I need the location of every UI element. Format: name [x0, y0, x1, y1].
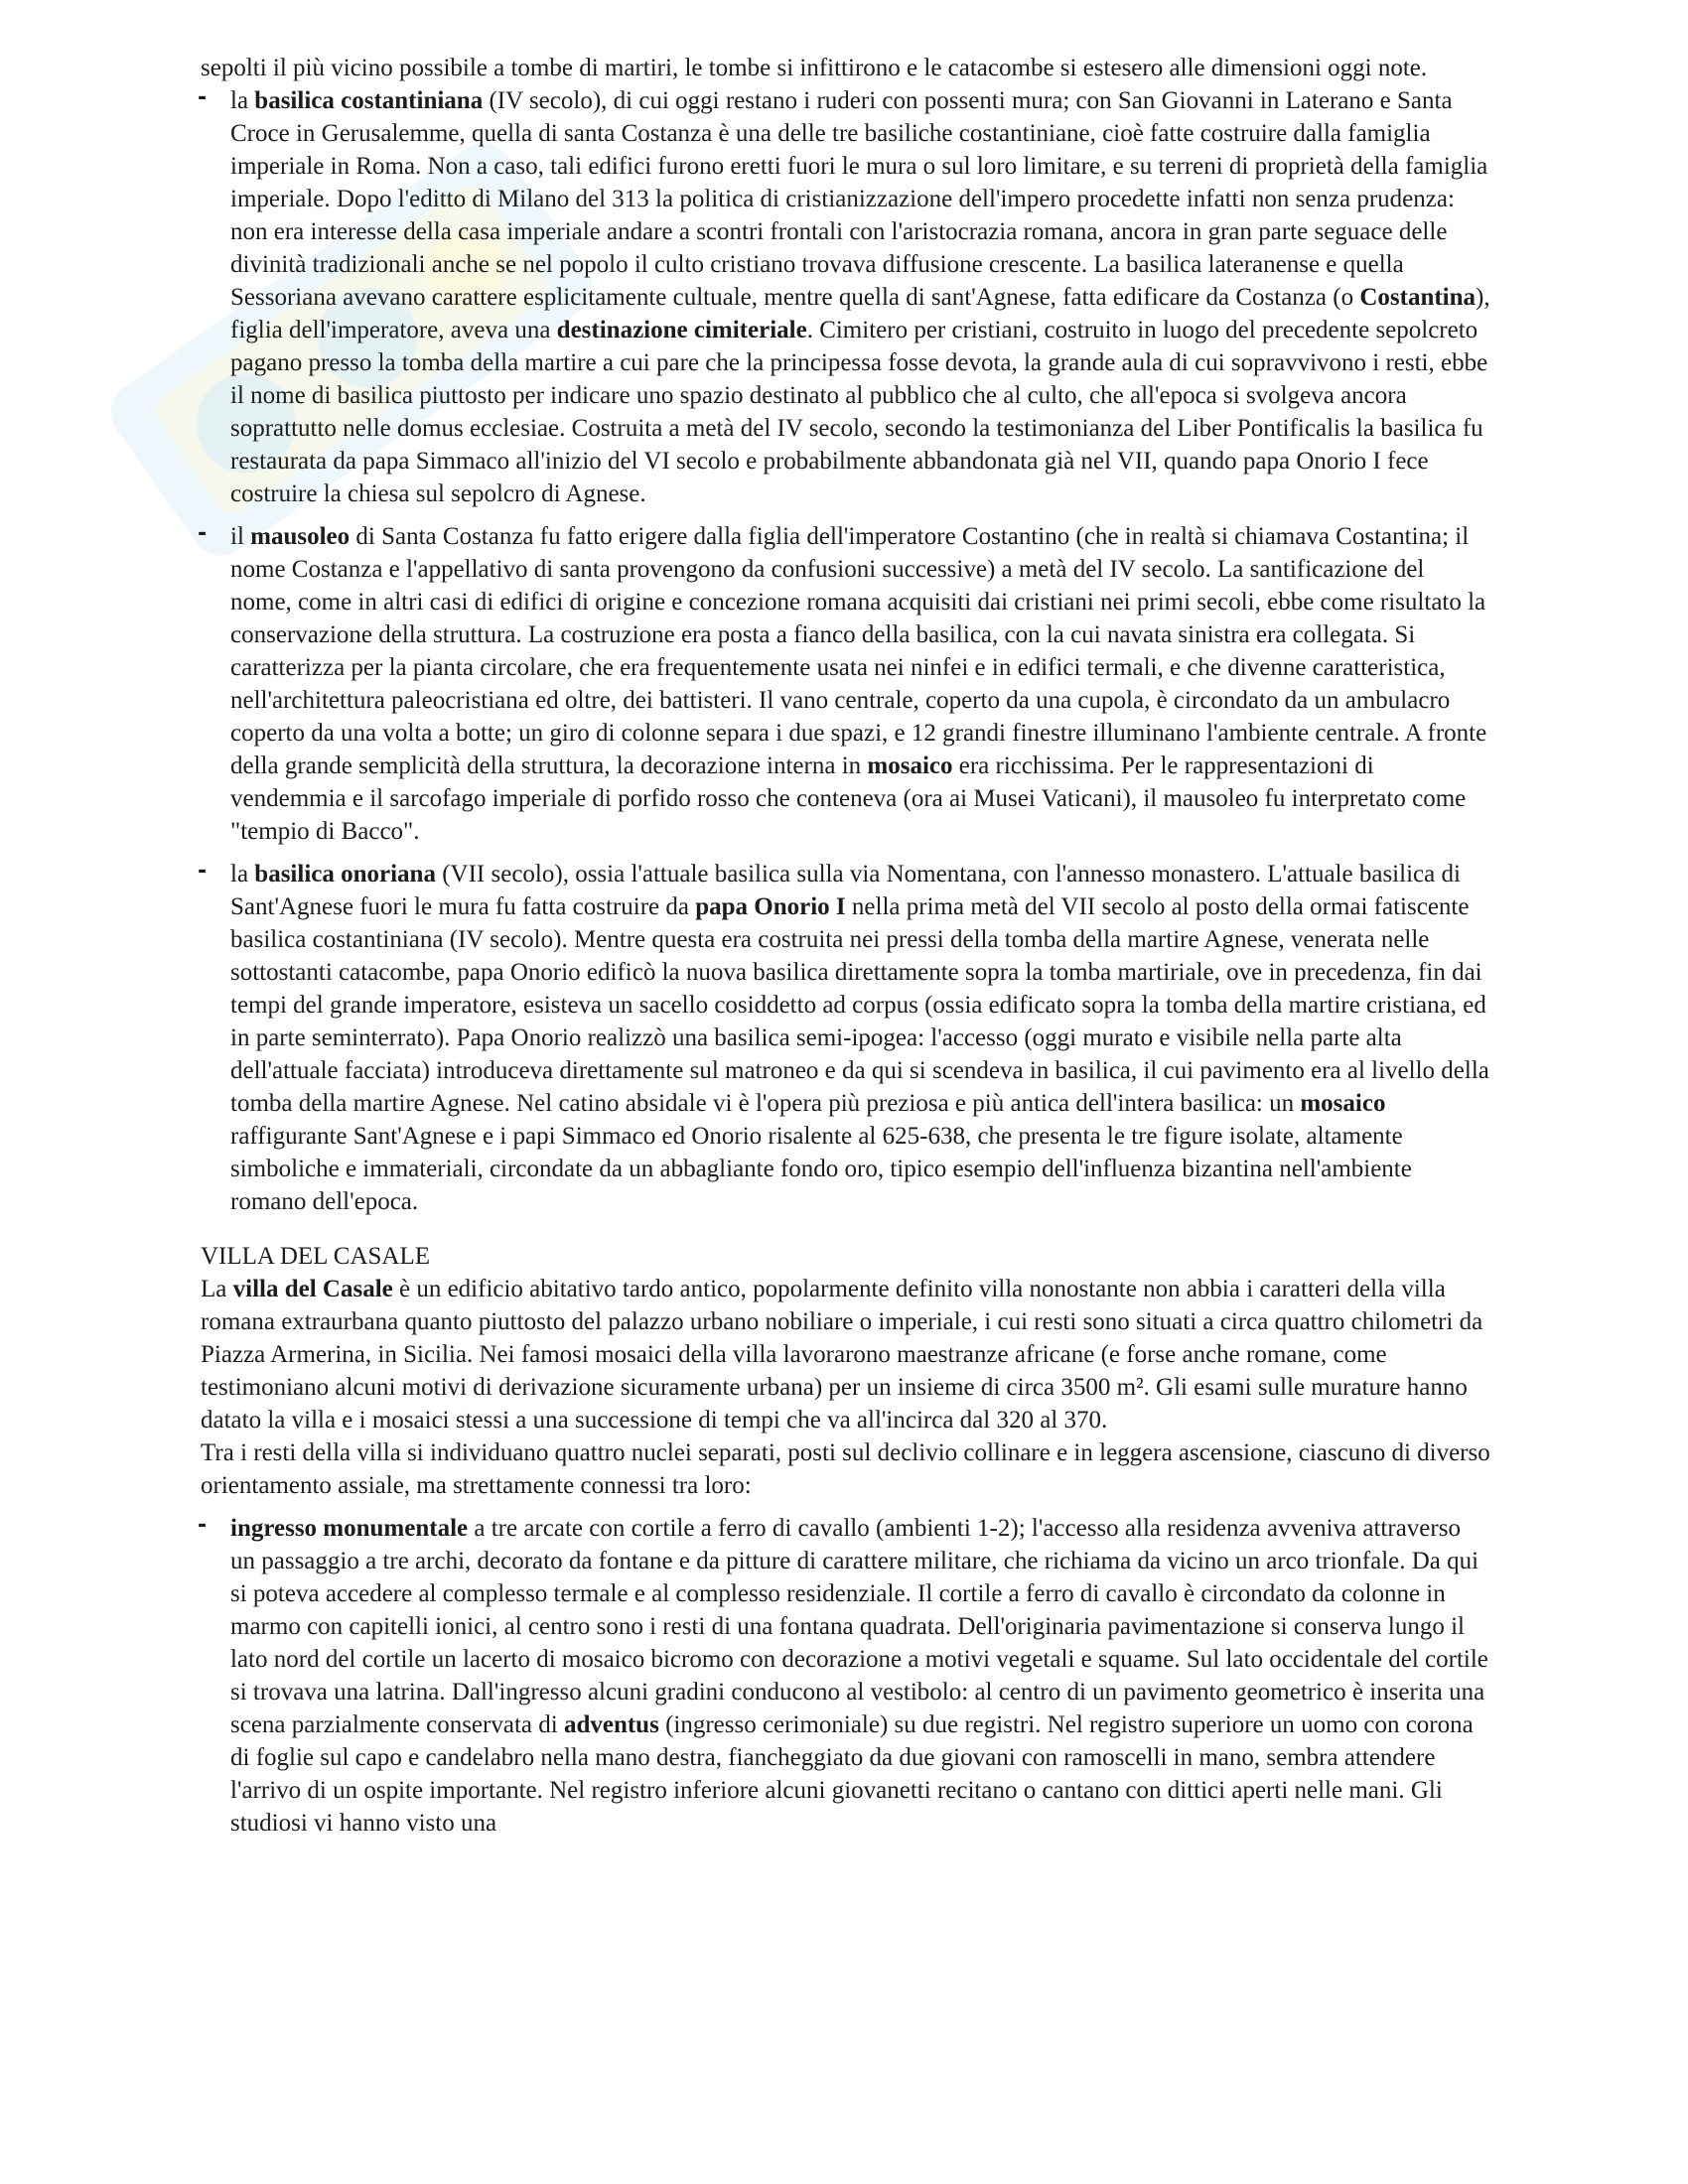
- text-segment: ), figlia dell'imperatore, aveva una: [230, 284, 1490, 343]
- bold-term: villa del Casale: [232, 1276, 393, 1302]
- list-item-basilica-costantiniana: [198, 84, 1491, 510]
- text-segment: è un edificio abitativo tardo antico, popolarmente definito villa nonostante non abbia i caratteri della villa romana extraurbana quanto piuttosto del palazzo urbano nobiliare o imperiale, i cui resti sono situati a circa quattro chilometri da Piazza Armerina, in Sicilia. Nei famosi mosaici della villa lavorarono maestranze africane (e forse anche romane, come testimoniano alcuni motivi di derivazione sicuramente urbana) per un insieme di circa 3500 m². Gli esami sulle murature hanno datato la villa e i mosaici stessi a una successione di tempi che va all'incirca dal 320 al 370.: [201, 1276, 1483, 1433]
- bullet-dash: -: [198, 1513, 208, 1538]
- bullet-dash: -: [198, 521, 208, 546]
- bold-term: Costantina: [1359, 284, 1477, 311]
- text-segment: raffigurante Sant'Agnese e i papi Simmaco ed Onorio risalente al 625-638, che presenta le tre figure isolate, altamente simboliche e immateriali, circondate da un abbagliante fondo oro, tipico esempio dell'influenza bizantina nell'ambiente romano dell'epoca.: [230, 1123, 1412, 1215]
- bold-term: mosaico: [1300, 1090, 1386, 1117]
- text-segment: era ricchissima. Per le rappresentazioni di vendemmia e il sarcofago imperiale di porfido rosso che conteneva (ora ai Musei Vaticani), il mausoleo fu interpretato come "tempio di Bacco".: [230, 752, 1467, 845]
- text-segment: (ingresso cerimoniale) su due registri. Nel registro superiore un uomo con corona di foglie sul capo e candelabro nella mano destra, fiancheggiato da due giovani con ramoscelli in mano, sembra attendere l'arrivo di un ospite importante. Nel registro inferiore alcuni giovanetti recitano o cantano con dittici aperti nelle mani. Gli studiosi vi hanno visto una: [230, 1711, 1474, 1837]
- text-segment: la: [230, 87, 255, 114]
- bold-term: basilica costantiniana: [254, 87, 484, 114]
- text-segment: a tre arcate con cortile a ferro di cavallo (ambienti 1-2); l'accesso alla residenza avveniva attraverso un passaggio a tre archi, decorato da fontane e da pitture di carattere militare, che richiama da vicino un arco trionfale. Da qui si poteva accedere al complesso termale e al complesso residenziale. Il cortile a ferro di cavallo è circondato da colonne in marmo con capitelli ionici, al centro sono i resti di una fontana quadrata. Dell'originaria pavimentazione si conserva lungo il lato nord del cortile un lacerto di mosaico bicromo con decorazione a motivi vegetali e squame. Sul lato occidentale del cortile si trovava una latrina. Dall'ingresso alcuni gradini conducono al vestibolo: al centro di un pavimento geometrico è inserita una scena parzialmente conservata di: [230, 1515, 1488, 1738]
- list-item-mausoleo: [198, 520, 1491, 848]
- list-item-ingresso-monumentale: [198, 1512, 1491, 1840]
- text-segment: (IV secolo), di cui oggi restano i ruderi con possenti mura; con San Giovanni in Laterano e Santa Croce in Gerusalemme, quella di santa Costanza è una delle tre basiliche costantiniane, cioè fatte costruire dalla famiglia imperiale in Roma. Non a caso, tali edifici furono eretti fuori le mura o sul loro limitare, e su terreni di proprietà della famiglia imperiale. Dopo l'editto di Milano del 313 la politica di cristianizzazione dell'impero procedette infatti non senza prudenza: non era interesse della casa imperiale andare a scontri frontali con l'aristocrazia romana, ancora in gran parte seguace delle divinità tradizionali anche se nel popolo il culto cristiano trovava diffusione crescente. La basilica lateranense e quella Sessoriana avevano carattere esplicitamente cultuale, mentre quella di sant'Agnese, fatta edificare da Costanza (o: [230, 87, 1488, 311]
- text-segment: La: [201, 1276, 233, 1302]
- section-paragraph-2: Tra i resti della villa si individuano quattro nuclei separati, posti sul declivio collinare e in leggera ascensione, ciascuno di diverso orientamento assiale, ma strettamente connessi tra loro:: [201, 1439, 1490, 1499]
- section-title: VILLA DEL CASALE: [201, 1243, 430, 1270]
- text-segment: il: [230, 523, 251, 550]
- bold-term: mosaico: [867, 752, 953, 779]
- bold-term: mausoleo: [250, 523, 351, 550]
- text-segment: . Cimitero per cristiani, costruito in luogo del precedente sepolcreto pagano presso la tomba della martire a cui pare che la principessa fosse devota, la grande aula di cui sopravvivono i resti, ebbe il nome di basilica piuttosto per indicare uno spazio destinato al pubblico che al culto, che all'epoca si svolgeva ancora soprattutto nelle domus ecclesiae. Costruita a metà del IV secolo, secondo la testimonianza del Liber Pontificalis la basilica fu restaurata da papa Simmaco all'inizio del VI secolo e probabilmente abbandonata già nel VII, quando papa Onorio I fece costruire la chiesa sul sepolcro di Agnese.: [230, 317, 1488, 507]
- text-segment: la: [230, 861, 255, 887]
- list-item-basilica-onoriana: [198, 858, 1491, 1218]
- bold-term: adventus: [563, 1711, 659, 1738]
- bullet-dash: -: [198, 85, 208, 110]
- section-paragraph-1: [201, 1273, 1491, 1436]
- bold-term: ingresso monumentale: [230, 1515, 469, 1542]
- intro-continuation: sepolti il più vicino possibile a tombe di martiri, le tombe si infittirono e le catacombe si estesero alle dimensioni oggi note.: [201, 55, 1428, 81]
- bold-term: papa Onorio I: [695, 893, 846, 920]
- bullet-dash: -: [198, 859, 208, 884]
- document-body: [198, 52, 1491, 1849]
- text-segment: (VII secolo), ossia l'attuale basilica sulla via Nomentana, con l'annesso monastero. L'attuale basilica di Sant'Agnese fuori le mura fu fatta costruire da: [230, 861, 1461, 920]
- text-segment: nella prima metà del VII secolo al posto della ormai fatiscente basilica costantiniana (IV secolo). Mentre questa era costruita nei pressi della tomba della martire Agnese, venerata nelle sottostanti catacombe, papa Onorio edificò la nuova basilica direttamente sopra la tomba martiriale, ove in precedenza, fin dai tempi del grande imperatore, esisteva un sacello cosiddetto ad corpus (ossia edificato sopra la tomba della martire cristiana, ed in parte seminterrato). Papa Onorio realizzò una basilica semi-ipogea: l'accesso (oggi murato e visibile nella parte alta dell'attuale facciata) introduceva direttamente sul matroneo e da qui si scendeva in basilica, il cui pavimento era al livello della tomba della martire Agnese. Nel catino absidale vi è l'opera più preziosa e più antica dell'intera basilica: un: [230, 893, 1489, 1117]
- bold-term: basilica onoriana: [254, 861, 436, 887]
- bold-term: destinazione cimiteriale: [556, 317, 807, 343]
- text-segment: di Santa Costanza fu fatto erigere dalla figlia dell'imperatore Costantino (che in realtà si chiamava Costantina; il nome Costanza e l'appellativo di santa provengono da confusioni successive) a metà del IV secolo. La santificazione del nome, come in altri casi di edifici di origine e concezione romana acquisiti dai cristiani nei primi secoli, ebbe come risultato la conservazione della struttura. La costruzione era posta a fianco della basilica, con la cui navata sinistra era collegata. Si caratterizza per la pianta circolare, che era frequentemente usata nei ninfei e in edifici termali, e che divenne caratteristica, nell'architettura paleocristiana ed oltre, dei battisteri. Il vano centrale, coperto da una cupola, è circondato da un ambulacro coperto da una volta a botte; un giro di colonne separa i due spazi, e 12 grandi finestre illuminano l'ambiente centrale. A fronte della grande semplicità della struttura, la decorazione interna in: [230, 523, 1487, 779]
